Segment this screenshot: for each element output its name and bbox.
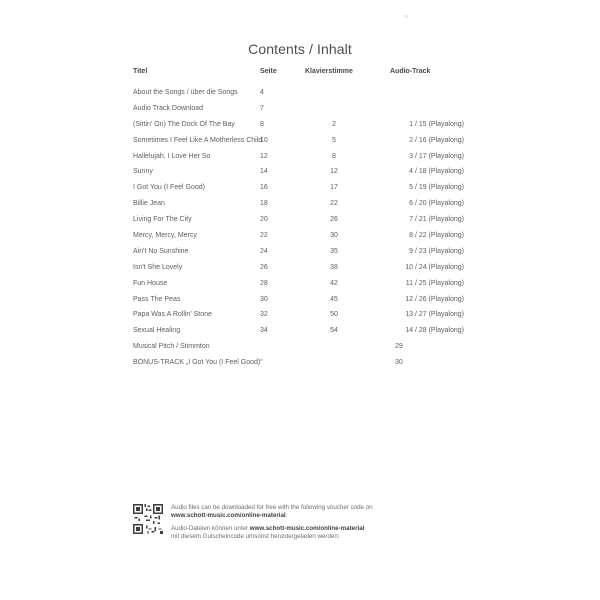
row-page: 4 (260, 89, 264, 96)
row-audio-track: 10 / 24 (Playalong) (405, 263, 464, 271)
table-row (133, 343, 473, 359)
row-title: Sometimes I Feel Like A Motherless Child (133, 136, 263, 144)
row-title: Billie Jean (133, 200, 165, 208)
table-header (133, 68, 473, 89)
table-row (133, 311, 473, 327)
row-title: I Got You (I Feel Good) (133, 184, 205, 192)
contents-table (133, 68, 473, 375)
row-title: Fun House (133, 279, 168, 287)
row-audio-track: 4 / 18 (Playalong) (409, 168, 464, 176)
row-piano-page: 26 (330, 216, 338, 224)
row-page: 22 (260, 232, 268, 240)
table-row (133, 137, 473, 153)
row-piano-page: 35 (330, 247, 338, 255)
row-piano-page: 50 (330, 311, 338, 319)
row-piano-page: 30 (330, 232, 338, 240)
row-page: 8 (260, 120, 264, 128)
table-row (133, 216, 473, 232)
row-page: 34 (260, 327, 268, 335)
row-audio-track: 6 / 20 (Playalong) (409, 200, 464, 208)
row-piano-page: 45 (330, 295, 338, 303)
row-audio-track: 1 / 15 (Playalong) (409, 120, 464, 128)
row-page: 30 (260, 295, 268, 303)
page-speck (405, 15, 408, 18)
row-title: Pass The Peas (133, 295, 181, 303)
row-title: About the Songs / über die Songs (133, 89, 238, 96)
row-piano-page: 22 (330, 200, 338, 208)
table-row (133, 296, 473, 312)
voucher-url-de[interactable]: www.schott-music.com/online-material (249, 524, 365, 532)
row-piano-page: 42 (330, 279, 338, 287)
row-title: Mercy, Mercy, Mercy (133, 232, 197, 240)
row-title: Isn't She Lovely (133, 263, 183, 271)
row-title: Sunny (133, 168, 153, 176)
row-audio-track: 5 / 19 (Playalong) (409, 184, 464, 192)
row-audio-track: 2 / 16 (Playalong) (409, 136, 464, 144)
table-row (133, 200, 473, 216)
table-row (133, 264, 473, 280)
header-title: Titel (133, 68, 148, 75)
row-audio-track: 9 / 23 (Playalong) (409, 247, 464, 255)
row-page: 12 (260, 152, 268, 160)
voucher-text-en: Audio files can be downloaded for free with the following voucher code on (171, 504, 373, 511)
row-page: 24 (260, 247, 268, 255)
voucher-url-en[interactable]: www.schott-music.com/online-material (171, 512, 286, 520)
table-row (133, 153, 473, 169)
row-audio-track: 29 (395, 343, 403, 351)
row-title: Living For The City (133, 216, 192, 224)
row-title: Papa Was A Rollin' Stone (133, 311, 212, 319)
row-piano-page: 2 (332, 120, 336, 128)
table-row (133, 184, 473, 200)
row-audio-track: 12 / 26 (Playalong) (405, 295, 464, 303)
table-row (133, 168, 473, 184)
table-row (133, 248, 473, 264)
row-page: 28 (260, 279, 268, 287)
row-piano-page: 54 (330, 327, 338, 335)
row-page: 7 (260, 104, 264, 112)
row-page: 20 (260, 216, 268, 224)
row-title: Musical Pitch / Stimmton (133, 343, 210, 351)
row-page: 18 (260, 200, 268, 208)
qr-code-icon (133, 504, 163, 534)
voucher-text-de: Audio-Dateien können unter www.schott-music.com/online-material (171, 524, 365, 532)
row-title: Hallelujah, I Love Her So (133, 152, 211, 160)
header-piano: Klavierstimme (305, 68, 353, 75)
row-page: 26 (260, 263, 268, 271)
row-audio-track: 3 / 17 (Playalong) (409, 152, 464, 160)
row-audio-track: 7 / 21 (Playalong) (409, 216, 464, 224)
row-audio-track: 30 (395, 359, 403, 367)
row-piano-page: 8 (332, 152, 336, 160)
table-row (133, 280, 473, 296)
row-piano-page: 17 (330, 184, 338, 192)
row-title: BONUS-TRACK „I Got You (I Feel Good)“ (133, 359, 263, 367)
row-title: Ain't No Sunshine (133, 247, 189, 255)
table-row (133, 121, 473, 137)
row-page: 32 (260, 311, 268, 319)
table-row (133, 359, 473, 375)
row-title: Audio Track Download (133, 104, 204, 112)
row-piano-page: 38 (330, 263, 338, 271)
row-title: Sexual Healing (133, 327, 181, 335)
table-row (133, 232, 473, 248)
row-audio-track: 8 / 22 (Playalong) (409, 232, 464, 240)
voucher-text-de-2: mit diesem Gutscheincode umsonst heruntergeladen werden: (171, 533, 340, 541)
row-audio-track: 13 / 27 (Playalong) (405, 311, 464, 319)
row-piano-page: 5 (332, 136, 336, 144)
row-piano-page: 12 (330, 168, 338, 176)
row-title: (Sittin' On) The Dock Of The Bay (133, 120, 235, 128)
table-row (133, 89, 473, 105)
row-page: 16 (260, 184, 268, 192)
header-page: Seite (260, 68, 277, 75)
row-page: 10 (260, 136, 268, 144)
row-audio-track: 14 / 28 (Playalong) (405, 327, 464, 335)
voucher-note (171, 504, 373, 542)
table-body (133, 89, 473, 375)
table-row (133, 327, 473, 343)
page-title: Contents / Inhalt (248, 41, 352, 57)
row-audio-track: 11 / 25 (Playalong) (405, 279, 464, 287)
row-page: 14 (260, 168, 268, 176)
table-row (133, 105, 473, 121)
header-audio: Audio-Track (390, 68, 431, 75)
voucher-url-line-en: www.schott-music.com/online-material: (171, 512, 288, 520)
